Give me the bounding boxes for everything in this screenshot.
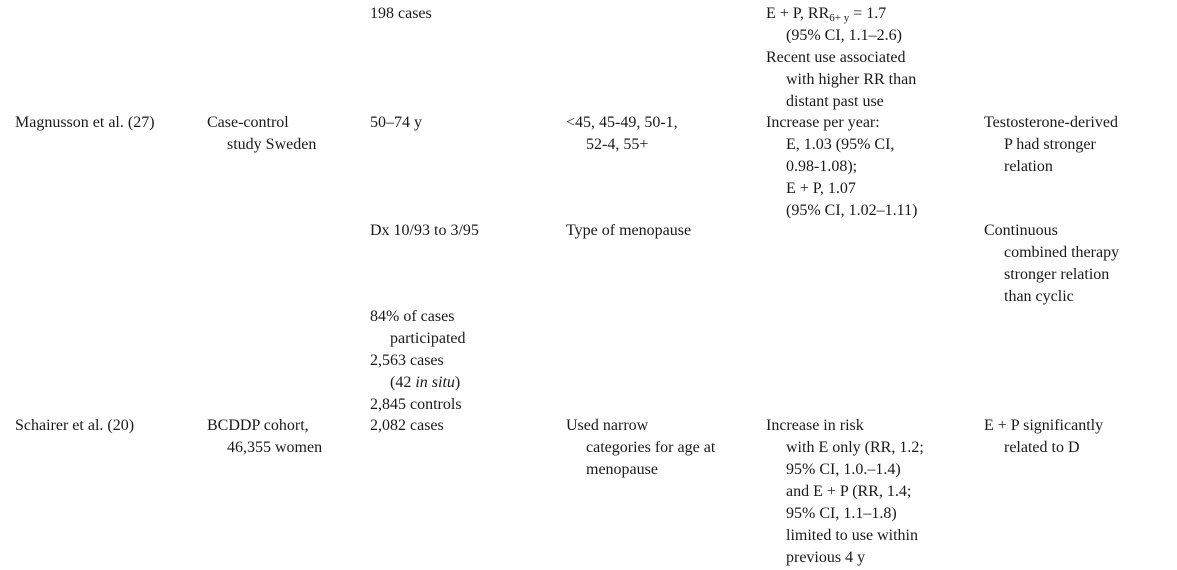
result-cell (766, 415, 924, 569)
population-cell (370, 306, 466, 416)
cell-line: 0.98-1.08); (786, 158, 858, 175)
factors-cell (566, 415, 715, 481)
cell-line: related to D (1004, 439, 1080, 456)
cell-line: Magnusson et al. (27) (15, 114, 155, 131)
cell-line: than cyclic (1004, 288, 1074, 305)
rr-subscript: 6+ y (829, 12, 850, 24)
cell-line: E, 1.03 (95% CI, (786, 136, 895, 153)
cell-line: E + P significantly (984, 417, 1104, 434)
factors-cell (566, 220, 691, 242)
cell-line: 84% of cases (370, 308, 455, 325)
cell-line: 46,355 women (227, 439, 323, 456)
cell-line: with E only (RR, 1.2; (786, 439, 924, 456)
comment-cell (984, 220, 1119, 308)
insitu-line (370, 372, 466, 394)
cell-line: stronger relation (1004, 266, 1110, 283)
design-cell (207, 415, 322, 459)
cell-line: BCDDP cohort, (207, 417, 309, 434)
cell-line: categories for age at (586, 439, 716, 456)
rr-line (766, 3, 916, 25)
cell-line: combined therapy (1004, 244, 1120, 261)
cell-line: Increase in risk (766, 417, 864, 434)
cell-line: distant past use (786, 93, 884, 110)
population-cell (370, 112, 422, 134)
cell-line: limited to use within (786, 527, 918, 544)
cell-line: study Sweden (227, 136, 317, 153)
insitu-italic: in situ (415, 374, 455, 391)
cell-line: P had stronger (1004, 136, 1096, 153)
cell-line: Continuous (984, 222, 1058, 239)
top-population-cell (370, 3, 432, 25)
cell-line: with higher RR than (786, 71, 917, 88)
cell-line: and E + P (RR, 1.4; (786, 483, 912, 500)
cell-line: 198 cases (370, 5, 432, 22)
cell-line: <45, 45-49, 50-1, (566, 114, 678, 131)
study-cell (15, 112, 155, 134)
cell-line: menopause (586, 461, 658, 478)
insitu-close: ) (454, 374, 461, 391)
cell-line: 52-4, 55+ (586, 136, 649, 153)
cell-line: participated (390, 330, 466, 347)
cell-line: relation (1004, 158, 1053, 175)
cell-line: Increase per year: (766, 114, 880, 131)
cell-line: Recent use associated (766, 49, 906, 66)
cell-line: 95% CI, 1.0.–1.4) (786, 461, 901, 478)
rr-prefix: E + P, RR (766, 5, 830, 22)
insitu-open: (42 (390, 374, 416, 391)
cell-line: Testosterone-derived (984, 114, 1118, 131)
comment-cell (984, 415, 1103, 459)
factors-cell (566, 112, 678, 156)
top-result-cell (766, 3, 916, 113)
cell-line: 50–74 y (370, 114, 422, 131)
cell-line: previous 4 y (786, 549, 866, 566)
cell-line: 2,563 cases (370, 352, 444, 369)
design-cell (207, 112, 316, 156)
cell-line: (95% CI, 1.02–1.11) (786, 202, 918, 219)
cell-line: 2,082 cases (370, 417, 444, 434)
cell-line: E + P, 1.07 (786, 180, 856, 197)
cell-line: 2,845 controls (370, 396, 462, 413)
cell-line: Schairer et al. (20) (15, 417, 135, 434)
cell-line: Dx 10/93 to 3/95 (370, 222, 479, 239)
cell-line: (95% CI, 1.1–2.6) (786, 27, 902, 44)
cell-line: Type of menopause (566, 222, 692, 239)
cell-line: 95% CI, 1.1–1.8) (786, 505, 897, 522)
study-cell (15, 415, 134, 437)
rr-suffix: = 1.7 (849, 5, 887, 22)
cell-line: Case-control (207, 114, 289, 131)
cell-line: Used narrow (566, 417, 649, 434)
population-cell (370, 220, 479, 242)
population-cell (370, 415, 444, 437)
result-cell (766, 112, 917, 222)
comment-cell (984, 112, 1118, 178)
